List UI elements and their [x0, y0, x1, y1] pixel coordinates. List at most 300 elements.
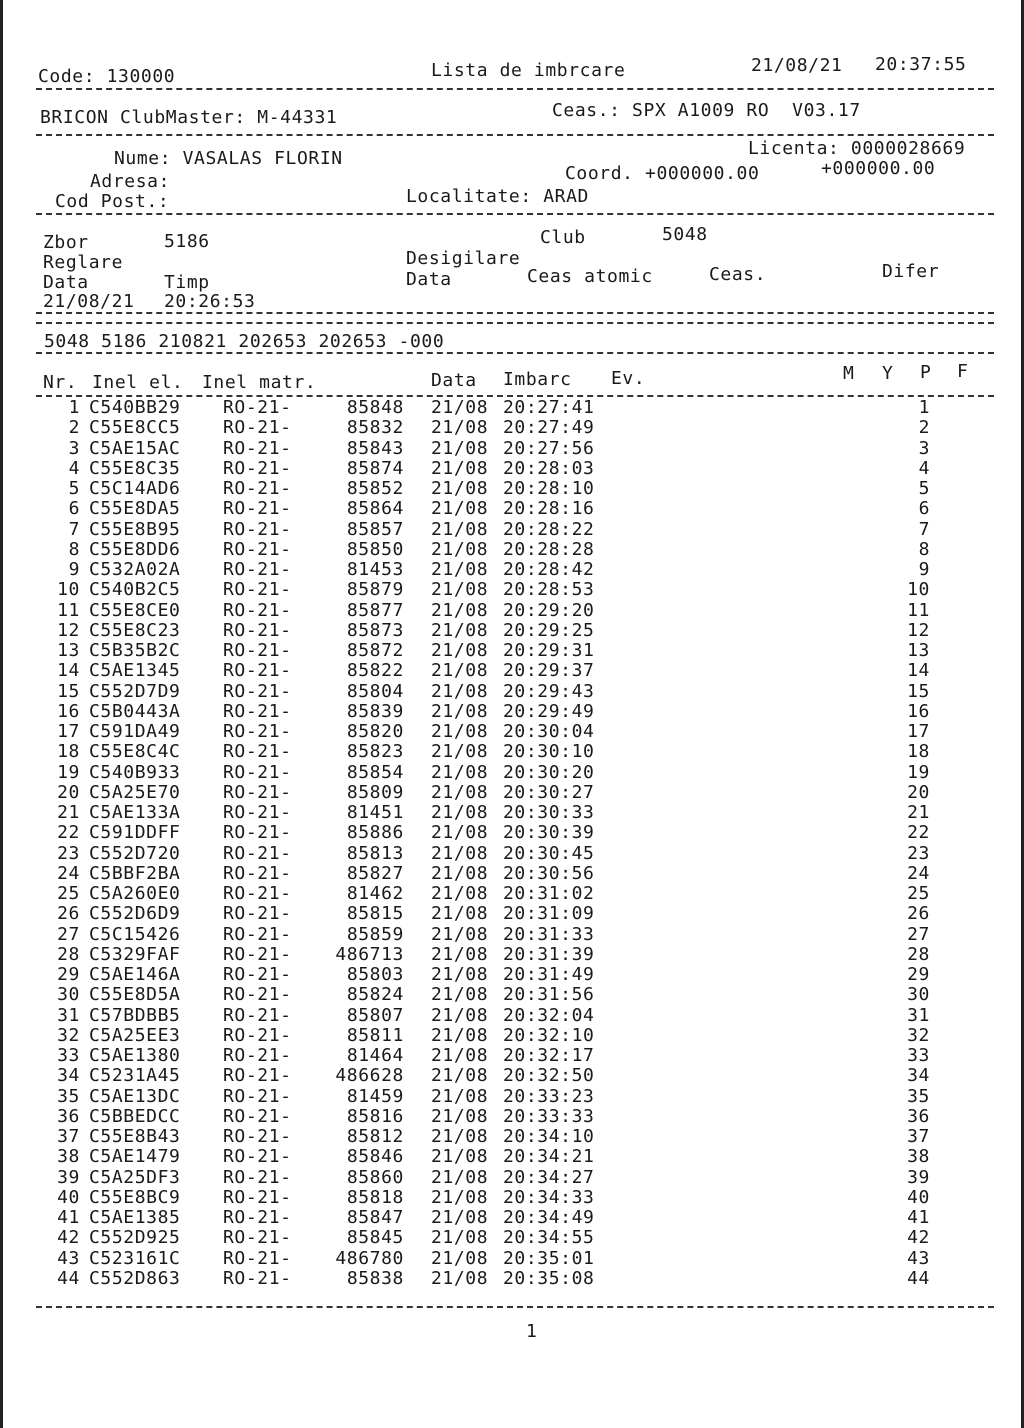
ring-number: 486780 — [335, 1247, 404, 1269]
document-title: Lista de imbrcare — [431, 60, 626, 81]
row-number: 5 — [68, 478, 80, 499]
boarding-time: 20:31:56 — [503, 984, 595, 1006]
row-number: 39 — [57, 1166, 80, 1188]
boarding-date: 21/08 — [431, 822, 489, 844]
electronic-ring: C5B0443A — [89, 700, 181, 722]
boarding-time: 20:32:04 — [503, 1004, 595, 1026]
electronic-ring: C5AE1380 — [89, 1045, 181, 1066]
boarding-date: 21/08 — [431, 802, 489, 823]
boarding-time: 20:30:39 — [503, 822, 595, 844]
flight-label: Zbor — [43, 232, 89, 253]
atomic-clock-label: Ceas atomic — [527, 266, 653, 287]
table-row — [0, 722, 1024, 742]
position: 40 — [907, 1186, 930, 1208]
position: 5 — [918, 478, 930, 499]
col-header-ring-electronic: Inel el. — [92, 372, 184, 393]
setting-date: 21/08/21 — [43, 291, 135, 312]
electronic-ring: C5AE133A — [89, 802, 181, 823]
position: 29 — [907, 964, 930, 985]
position: 31 — [907, 1004, 930, 1026]
boarding-date: 21/08 — [431, 1045, 489, 1066]
electronic-ring: C5BBEDCC — [89, 1105, 181, 1127]
table-row — [0, 763, 1024, 783]
boarding-date: 21/08 — [431, 741, 489, 763]
page-number: 1 — [526, 1321, 538, 1342]
position: 43 — [907, 1247, 930, 1269]
table-row — [0, 580, 1024, 600]
position: 32 — [907, 1024, 930, 1046]
position: 37 — [907, 1126, 930, 1147]
ring-number: 85813 — [346, 842, 404, 864]
license-number: Licenta: 0000028669 — [748, 138, 966, 159]
row-number: 36 — [57, 1105, 80, 1127]
electronic-ring: C591DA49 — [89, 721, 181, 742]
table-row — [0, 783, 1024, 803]
ring-number: 85859 — [346, 923, 404, 945]
table-row — [0, 520, 1024, 540]
club-number: 5048 — [662, 224, 708, 245]
ring-number: 81451 — [346, 802, 404, 823]
table-row — [0, 1228, 1024, 1248]
row-number: 15 — [57, 680, 80, 702]
row-number: 19 — [57, 761, 80, 783]
table-row — [0, 904, 1024, 924]
ring-prefix: RO-21- — [223, 1146, 292, 1168]
boarding-time: 20:35:01 — [503, 1247, 595, 1269]
boarding-date: 21/08 — [431, 417, 489, 439]
boarding-time: 20:31:39 — [503, 943, 595, 965]
ring-prefix: RO-21- — [223, 842, 292, 864]
electronic-ring: C55E8C4C — [89, 741, 181, 763]
row-number: 29 — [57, 964, 80, 985]
boarding-time: 20:34:27 — [503, 1166, 595, 1188]
ring-number: 85832 — [346, 417, 404, 439]
electronic-ring: C5231A45 — [89, 1065, 181, 1087]
table-row — [0, 439, 1024, 459]
boarding-date: 21/08 — [431, 619, 489, 641]
electronic-ring: C552D6D9 — [89, 903, 181, 925]
boarding-date: 21/08 — [431, 1105, 489, 1127]
electronic-ring: C5AE13DC — [89, 1085, 181, 1107]
electronic-ring: C55E8DA5 — [89, 498, 181, 520]
position: 22 — [907, 822, 930, 844]
boarding-time: 20:29:31 — [503, 640, 595, 661]
boarding-date: 21/08 — [431, 842, 489, 864]
position: 28 — [907, 943, 930, 965]
ring-prefix: RO-21- — [223, 498, 292, 520]
setting-time: 20:26:53 — [164, 291, 256, 312]
ring-prefix: RO-21- — [223, 559, 292, 580]
boarding-time: 20:27:41 — [503, 397, 595, 418]
ring-prefix: RO-21- — [223, 802, 292, 823]
ring-number: 85847 — [346, 1207, 404, 1228]
boarding-date: 21/08 — [431, 943, 489, 965]
position: 44 — [907, 1267, 930, 1289]
electronic-ring: C5AE1385 — [89, 1207, 181, 1228]
row-number: 3 — [68, 437, 80, 459]
table-row — [0, 803, 1024, 823]
col-header-ring-registration: Inel matr. — [202, 372, 317, 393]
col-header-y: Y — [882, 363, 894, 384]
locality: Localitate: ARAD — [406, 186, 589, 207]
table-row — [0, 540, 1024, 560]
ring-number: 85827 — [346, 862, 404, 884]
club-master-label: BRICON ClubMaster: M-44331 — [40, 107, 338, 128]
row-number: 14 — [57, 660, 80, 682]
row-number: 6 — [68, 498, 80, 520]
row-number: 18 — [57, 741, 80, 763]
table-row — [0, 1066, 1024, 1086]
boarding-time: 20:28:53 — [503, 579, 595, 601]
electronic-ring: C540BB29 — [89, 397, 181, 418]
boarding-date: 21/08 — [431, 538, 489, 560]
boarding-date: 21/08 — [431, 559, 489, 580]
address-label: Adresa: — [90, 171, 171, 192]
boarding-time: 20:30:20 — [503, 761, 595, 783]
position: 17 — [907, 721, 930, 742]
position: 20 — [907, 781, 930, 803]
table-row — [0, 479, 1024, 499]
position: 16 — [907, 700, 930, 722]
boarding-time: 20:29:49 — [503, 700, 595, 722]
ring-number: 85803 — [346, 964, 404, 985]
ring-number: 85886 — [346, 822, 404, 844]
table-row — [0, 1006, 1024, 1026]
boarding-date: 21/08 — [431, 1166, 489, 1188]
row-number: 34 — [57, 1065, 80, 1087]
electronic-ring: C5A25EE3 — [89, 1024, 181, 1046]
col-header-f: F — [957, 361, 969, 382]
ring-prefix: RO-21- — [223, 538, 292, 560]
row-number: 27 — [57, 923, 80, 945]
ring-prefix: RO-21- — [223, 1105, 292, 1127]
boarding-time: 20:34:49 — [503, 1207, 595, 1228]
boarding-date: 21/08 — [431, 1146, 489, 1168]
electronic-ring: C591DDFF — [89, 822, 181, 844]
position: 27 — [907, 923, 930, 945]
row-number: 40 — [57, 1186, 80, 1208]
ring-prefix: RO-21- — [223, 1126, 292, 1147]
boarding-time: 20:30:56 — [503, 862, 595, 884]
postcode-label: Cod Post.: — [55, 191, 170, 212]
electronic-ring: C55E8C35 — [89, 457, 181, 479]
electronic-ring: C55E8C23 — [89, 619, 181, 641]
coordinates-second: +000000.00 — [821, 158, 936, 179]
ring-prefix: RO-21- — [223, 1024, 292, 1046]
clock-column-label: Ceas. — [709, 264, 767, 285]
table-row — [0, 418, 1024, 438]
ring-prefix: RO-21- — [223, 579, 292, 601]
electronic-ring: C5AE1479 — [89, 1146, 181, 1168]
ring-prefix: RO-21- — [223, 883, 292, 904]
position: 39 — [907, 1166, 930, 1188]
table-row — [0, 1249, 1024, 1269]
ring-number: 85807 — [346, 1004, 404, 1026]
ring-prefix: RO-21- — [223, 478, 292, 499]
col-header-p: P — [920, 362, 932, 383]
ring-prefix: RO-21- — [223, 1085, 292, 1107]
row-number: 21 — [57, 802, 80, 823]
ring-prefix: RO-21- — [223, 1045, 292, 1066]
row-number: 20 — [57, 781, 80, 803]
boarding-time: 20:34:21 — [503, 1146, 595, 1168]
position: 11 — [907, 599, 930, 621]
electronic-ring: C552D863 — [89, 1267, 181, 1289]
boarding-date: 21/08 — [431, 1207, 489, 1228]
electronic-ring: C5329FAF — [89, 943, 181, 965]
position: 14 — [907, 660, 930, 682]
electronic-ring: C552D7D9 — [89, 680, 181, 702]
boarding-time: 20:31:09 — [503, 903, 595, 925]
row-number: 24 — [57, 862, 80, 884]
electronic-ring: C57BDBB5 — [89, 1004, 181, 1026]
boarding-time: 20:32:17 — [503, 1045, 595, 1066]
position: 19 — [907, 761, 930, 783]
ring-number: 85809 — [346, 781, 404, 803]
row-number: 35 — [57, 1085, 80, 1107]
divider — [36, 322, 994, 324]
ring-number: 85822 — [346, 660, 404, 682]
ring-number: 85873 — [346, 619, 404, 641]
col-header-boarding: Imbarc — [503, 369, 572, 390]
electronic-ring: C552D925 — [89, 1227, 181, 1249]
code-label: Code: 130000 — [38, 66, 176, 87]
ring-number: 85815 — [346, 903, 404, 925]
row-number: 13 — [57, 640, 80, 661]
electronic-ring: C5AE1345 — [89, 660, 181, 682]
ring-prefix: RO-21- — [223, 397, 292, 418]
table-row — [0, 682, 1024, 702]
table-row — [0, 1026, 1024, 1046]
table-row — [0, 1208, 1024, 1228]
difference-label: Difer — [882, 261, 940, 282]
ring-number: 85843 — [346, 437, 404, 459]
boarding-time: 20:31:33 — [503, 923, 595, 945]
boarding-time: 20:28:28 — [503, 538, 595, 560]
table-row — [0, 1107, 1024, 1127]
ring-number: 85848 — [346, 397, 404, 418]
row-number: 10 — [57, 579, 80, 601]
boarding-time: 20:30:04 — [503, 721, 595, 742]
ring-number: 85877 — [346, 599, 404, 621]
row-number: 17 — [57, 721, 80, 742]
table-row — [0, 884, 1024, 904]
table-row — [0, 844, 1024, 864]
ring-number: 85846 — [346, 1146, 404, 1168]
ring-number: 486628 — [335, 1065, 404, 1087]
ring-prefix: RO-21- — [223, 599, 292, 621]
electronic-ring: C55E8DD6 — [89, 538, 181, 560]
ring-prefix: RO-21- — [223, 984, 292, 1006]
position: 1 — [918, 397, 930, 418]
boarding-date: 21/08 — [431, 862, 489, 884]
ring-number: 85839 — [346, 700, 404, 722]
electronic-ring: C5AE15AC — [89, 437, 181, 459]
boarding-date: 21/08 — [431, 1085, 489, 1107]
boarding-date: 21/08 — [431, 1247, 489, 1269]
setting-label: Reglare — [43, 252, 124, 273]
ring-number: 85857 — [346, 518, 404, 540]
row-number: 42 — [57, 1227, 80, 1249]
ring-number: 85838 — [346, 1267, 404, 1289]
position: 30 — [907, 984, 930, 1006]
ring-prefix: RO-21- — [223, 781, 292, 803]
electronic-ring: C5C14AD6 — [89, 478, 181, 499]
table-row — [0, 702, 1024, 722]
electronic-ring: C552D720 — [89, 842, 181, 864]
row-number: 9 — [68, 559, 80, 580]
row-number: 25 — [57, 883, 80, 904]
position: 23 — [907, 842, 930, 864]
table-row — [0, 864, 1024, 884]
col-header-date: Data — [431, 370, 477, 391]
row-number: 7 — [68, 518, 80, 540]
ring-prefix: RO-21- — [223, 1207, 292, 1228]
ring-number: 85820 — [346, 721, 404, 742]
ring-prefix: RO-21- — [223, 903, 292, 925]
electronic-ring: C5BBF2BA — [89, 862, 181, 884]
row-number: 28 — [57, 943, 80, 965]
row-number: 32 — [57, 1024, 80, 1046]
row-number: 12 — [57, 619, 80, 641]
electronic-ring: C55E8D5A — [89, 984, 181, 1006]
boarding-date: 21/08 — [431, 640, 489, 661]
club-label: Club — [540, 227, 586, 248]
ring-number: 85860 — [346, 1166, 404, 1188]
electronic-ring: C5B35B2C — [89, 640, 181, 661]
boarding-time: 20:35:08 — [503, 1267, 595, 1289]
boarding-time: 20:31:49 — [503, 964, 595, 985]
table-row — [0, 560, 1024, 580]
boarding-date: 21/08 — [431, 984, 489, 1006]
col-header-nr: Nr. — [43, 372, 78, 393]
boarding-time: 20:32:10 — [503, 1024, 595, 1046]
boarding-time: 20:33:23 — [503, 1085, 595, 1107]
table-row — [0, 1168, 1024, 1188]
electronic-ring: C5AE146A — [89, 964, 181, 985]
unsealing-label: Desigilare — [406, 248, 521, 269]
position: 8 — [918, 538, 930, 560]
ring-prefix: RO-21- — [223, 1227, 292, 1249]
boarding-date: 21/08 — [431, 1065, 489, 1087]
position: 33 — [907, 1045, 930, 1066]
electronic-ring: C55E8BC9 — [89, 1186, 181, 1208]
table-row — [0, 945, 1024, 965]
ring-prefix: RO-21- — [223, 923, 292, 945]
boarding-time: 20:27:56 — [503, 437, 595, 459]
table-row — [0, 459, 1024, 479]
table-row — [0, 601, 1024, 621]
divider — [36, 88, 994, 90]
ring-number: 85874 — [346, 457, 404, 479]
electronic-ring: C55E8B95 — [89, 518, 181, 540]
divider — [36, 213, 994, 215]
position: 42 — [907, 1227, 930, 1249]
electronic-ring: C523161C — [89, 1247, 181, 1269]
ring-prefix: RO-21- — [223, 1166, 292, 1188]
ring-number: 81464 — [346, 1045, 404, 1066]
unsealing-date-label: Data — [406, 269, 452, 290]
boarding-date: 21/08 — [431, 457, 489, 479]
table-row — [0, 1127, 1024, 1147]
boarding-time: 20:34:33 — [503, 1186, 595, 1208]
table-row — [0, 1087, 1024, 1107]
ring-prefix: RO-21- — [223, 1004, 292, 1026]
boarding-date: 21/08 — [431, 721, 489, 742]
table-row — [0, 1046, 1024, 1066]
ring-prefix: RO-21- — [223, 518, 292, 540]
row-number: 44 — [57, 1267, 80, 1289]
boarding-time: 20:28:16 — [503, 498, 595, 520]
row-number: 38 — [57, 1146, 80, 1168]
ring-prefix: RO-21- — [223, 457, 292, 479]
position: 10 — [907, 579, 930, 601]
table-row — [0, 985, 1024, 1005]
table-row — [0, 1147, 1024, 1167]
ring-number: 85818 — [346, 1186, 404, 1208]
row-number: 22 — [57, 822, 80, 844]
table-row — [0, 641, 1024, 661]
boarding-date: 21/08 — [431, 1004, 489, 1026]
row-number: 11 — [57, 599, 80, 621]
table-row — [0, 965, 1024, 985]
boarding-date: 21/08 — [431, 1126, 489, 1147]
ring-prefix: RO-21- — [223, 700, 292, 722]
position: 25 — [907, 883, 930, 904]
position: 9 — [918, 559, 930, 580]
boarding-time: 20:31:02 — [503, 883, 595, 904]
flight-number: 5186 — [164, 231, 210, 252]
position: 7 — [918, 518, 930, 540]
boarding-time: 20:33:33 — [503, 1105, 595, 1127]
position: 2 — [918, 417, 930, 439]
row-number: 2 — [68, 417, 80, 439]
ring-number: 85879 — [346, 579, 404, 601]
electronic-ring: C55E8B43 — [89, 1126, 181, 1147]
boarding-time: 20:34:55 — [503, 1227, 595, 1249]
boarding-time: 20:30:45 — [503, 842, 595, 864]
position: 21 — [907, 802, 930, 823]
table-row — [0, 823, 1024, 843]
boarding-date: 21/08 — [431, 1227, 489, 1249]
boarding-time: 20:28:42 — [503, 559, 595, 580]
position: 41 — [907, 1207, 930, 1228]
ring-prefix: RO-21- — [223, 741, 292, 763]
electronic-ring: C55E8CE0 — [89, 599, 181, 621]
divider — [36, 1306, 994, 1308]
electronic-ring: C5C15426 — [89, 923, 181, 945]
electronic-ring: C5A25DF3 — [89, 1166, 181, 1188]
position: 24 — [907, 862, 930, 884]
ring-number: 81453 — [346, 559, 404, 580]
ring-number: 85812 — [346, 1126, 404, 1147]
boarding-time: 20:29:25 — [503, 619, 595, 641]
boarding-date: 21/08 — [431, 599, 489, 621]
boarding-date: 21/08 — [431, 498, 489, 520]
boarding-date: 21/08 — [431, 1267, 489, 1289]
ring-prefix: RO-21- — [223, 761, 292, 783]
boarding-time: 20:28:03 — [503, 457, 595, 479]
boarding-date: 21/08 — [431, 478, 489, 499]
table-row — [0, 621, 1024, 641]
print-date: 21/08/21 — [751, 55, 843, 76]
ring-prefix: RO-21- — [223, 680, 292, 702]
ring-prefix: RO-21- — [223, 943, 292, 965]
boarding-date: 21/08 — [431, 1024, 489, 1046]
summary-line: 5048 5186 210821 202653 202653 -000 — [44, 331, 445, 352]
ring-number: 85811 — [346, 1024, 404, 1046]
boarding-time: 20:28:10 — [503, 478, 595, 499]
